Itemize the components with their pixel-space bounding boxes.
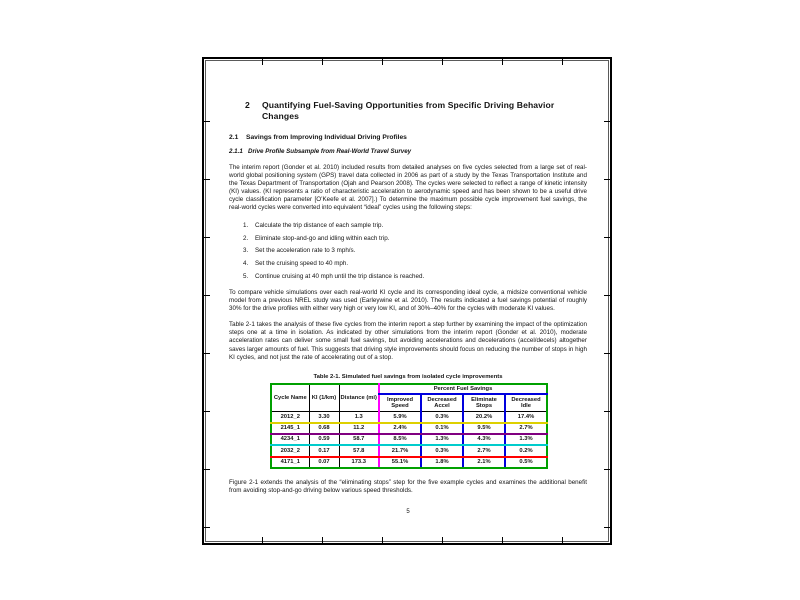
list-item-text: Set the cruising speed to 40 mph. — [255, 260, 349, 268]
ruler-tick — [204, 469, 210, 470]
subsection-number: 2.1 — [229, 134, 239, 142]
table-cell: 1.3 — [339, 412, 379, 423]
section-number: 2 — [245, 100, 250, 110]
table-row — [271, 423, 547, 434]
table-cell: 11.2 — [339, 423, 379, 434]
list-item-number: 3. — [243, 247, 249, 255]
table-cell: 2.7% — [505, 423, 547, 434]
ruler-tick — [604, 527, 610, 528]
table-cell: 0.3% — [421, 445, 463, 456]
ruler-tick — [204, 295, 210, 296]
col-subheader: Decreased Idle — [505, 394, 547, 411]
ruler-tick — [382, 537, 383, 543]
section-title: Quantifying Fuel-Saving Opportunities from Specific Driving Behavior Changes — [262, 100, 555, 121]
figure-reference-note: Figure 2-1 extends the analysis of the “eliminating stops” step for the five example cycles and examines the additional benefit from avoiding stop-and-go driving below various speed thresholds. — [229, 479, 587, 495]
ruler-tick — [604, 179, 610, 180]
paragraph-table-discussion: Table 2-1 takes the analysis of these five cycles from the interim report a step further by examining the impact of the optimization steps one at a time in isolation. As indicated by other simulations from the interim report (Gonder et al. 2010), moderate acceleration rates can deliver some small fuel savings, but avoiding accelerations and decelerations (accel/decels) altogether saves larger amounts of fuel. This suggests that driving style improvements should focus on reducing the number of stops in high KI cycles, and not just the rate of accelerating out of a stop. — [229, 321, 587, 361]
ruler-tick — [322, 537, 323, 543]
table-cell: 0.68 — [309, 423, 339, 434]
ruler-tick — [262, 537, 263, 543]
subsubsection-number: 2.1.1 — [229, 148, 243, 156]
table-cell: 5.9% — [379, 412, 421, 423]
page-frame — [202, 57, 612, 545]
ruler-tick — [204, 527, 210, 528]
col-header-distance: Distance (mi) — [339, 384, 379, 412]
table-cell: 173.3 — [339, 457, 379, 468]
table-cell: 2012_2 — [271, 412, 309, 423]
table-header-row — [271, 384, 547, 394]
table-row — [271, 412, 547, 423]
list-item — [229, 222, 587, 230]
table-cell: 4171_1 — [271, 457, 309, 468]
table-cell: 2.7% — [463, 445, 505, 456]
col-subheader: Improved Speed — [379, 394, 421, 411]
table-cell: 58.7 — [339, 434, 379, 445]
table-cell: 4234_1 — [271, 434, 309, 445]
ruler-tick — [204, 179, 210, 180]
table-cell: 1.8% — [421, 457, 463, 468]
table-cell: 8.5% — [379, 434, 421, 445]
table-cell: 55.1% — [379, 457, 421, 468]
ruler-tick — [562, 537, 563, 543]
ruler-tick — [502, 537, 503, 543]
col-header-cycle-name: Cycle Name — [271, 384, 309, 412]
table-cell: 1.3% — [505, 434, 547, 445]
ruler-tick — [604, 295, 610, 296]
ruler-tick — [604, 411, 610, 412]
table-cell: 4.3% — [463, 434, 505, 445]
table-cell: 0.07 — [309, 457, 339, 468]
list-item-text: Calculate the trip distance of each sample trip. — [255, 221, 384, 229]
list-item — [229, 235, 587, 243]
list-item-number: 5. — [243, 273, 249, 281]
table-cell: 9.5% — [463, 423, 505, 434]
table-cell: 17.4% — [505, 412, 547, 423]
ideal-cycle-steps-list — [229, 222, 587, 281]
ruler-tick — [604, 237, 610, 238]
list-item-text: Continue cruising at 40 mph until the trip distance is reached. — [255, 273, 425, 281]
page-number: 5 — [406, 508, 410, 515]
subsection-title: Savings from Improving Individual Driving Profiles — [246, 134, 407, 142]
list-item-number: 2. — [243, 234, 249, 242]
table-row — [271, 445, 547, 456]
table-cell: 0.3% — [421, 412, 463, 423]
list-item-text: Set the acceleration rate to 3 mph/s. — [255, 247, 356, 255]
col-header-percent-fuel-savings: Percent Fuel Savings — [379, 384, 547, 394]
ruler-tick — [204, 353, 210, 354]
list-item — [229, 247, 587, 255]
table-cell: 2.1% — [463, 457, 505, 468]
table-cell: 20.2% — [463, 412, 505, 423]
ruler-tick — [204, 237, 210, 238]
ruler-tick — [204, 121, 210, 122]
table-cell: 57.8 — [339, 445, 379, 456]
table-cell: 2145_1 — [271, 423, 309, 434]
subsubsection-title: Drive Profile Subsample from Real-World Travel Survey — [248, 148, 412, 156]
ruler-tick — [604, 121, 610, 122]
subsection-heading — [229, 134, 587, 142]
ruler-tick — [604, 469, 610, 470]
table-cell: 2.4% — [379, 423, 421, 434]
table-cell: 0.17 — [309, 445, 339, 456]
list-item — [229, 260, 587, 268]
list-item-text: Eliminate stop-and-go and idling within each trip. — [255, 234, 390, 242]
table-cell: 0.1% — [421, 423, 463, 434]
subsubsection-heading — [229, 148, 587, 156]
ruler-tick — [442, 537, 443, 543]
section-heading — [245, 100, 587, 121]
ruler-tick — [604, 353, 610, 354]
table-cell: 1.3% — [421, 434, 463, 445]
list-item — [229, 273, 587, 281]
table-cell: 0.5% — [505, 457, 547, 468]
table-row — [271, 457, 547, 468]
paragraph-intro: The interim report (Gonder et al. 2010) included results from detailed analyses on five cycles selected from a large set of real-world global positioning system (GPS) travel data collected in 2006 as part of a study by the Texas Transportation Institute and the Texas Department of Transportation (Ojah and Pearson 2008). The cycles were selected to reflect a range of kinetic intensity (KI) values. (KI represents a ratio of characteristic acceleration to aerodynamic speed and has been shown to be a useful drive cycle classification parameter [O’Keefe et al. 2007].) To determine the maximum possible cycle improvement fuel savings, the real-world cycles were converted into equivalent “ideal” cycles using the following steps: — [229, 163, 587, 212]
col-subheader: Eliminate Stops — [463, 394, 505, 411]
ruler-tick — [204, 411, 210, 412]
fuel-savings-table — [270, 383, 548, 469]
table-row — [271, 434, 547, 445]
paragraph-comparison: To compare vehicle simulations over each real-world KI cycle and its corresponding ideal cycle, a midsize conventional vehicle model from a previous NREL study was used (Earleywine et al. 2010). The results indicated a fuel savings potential of roughly 30% for the drive profiles with either very high or very low KI, and of 30%–40% for the cycles with moderate KI values. — [229, 288, 587, 312]
col-subheader: Decreased Accel — [421, 394, 463, 411]
list-item-number: 1. — [243, 221, 249, 229]
table-cell: 0.59 — [309, 434, 339, 445]
page-content — [229, 59, 587, 515]
table-cell: 3.30 — [309, 412, 339, 423]
list-item-number: 4. — [243, 260, 249, 268]
table-caption: Table 2-1. Simulated fuel savings from isolated cycle improvements — [313, 373, 503, 380]
table-cell: 0.2% — [505, 445, 547, 456]
col-header-ki: KI (1/km) — [309, 384, 339, 412]
table-cell: 21.7% — [379, 445, 421, 456]
table-cell: 2032_2 — [271, 445, 309, 456]
